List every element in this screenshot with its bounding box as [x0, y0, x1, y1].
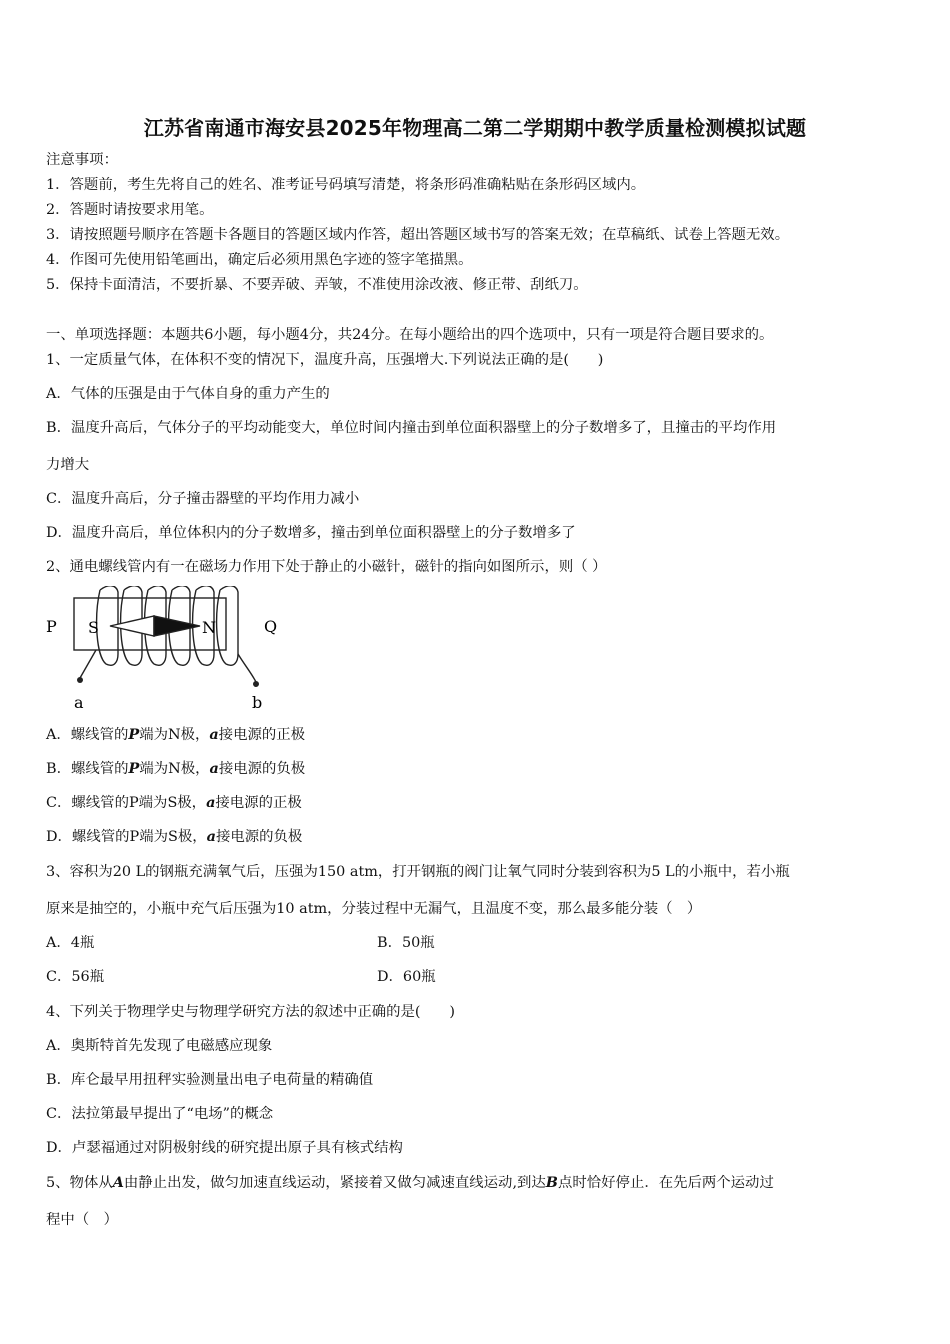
solenoid-figure — [44, 586, 284, 716]
question-4-stem: 4、下列关于物理学史与物理学研究方法的叙述中正确的是( ) — [46, 1004, 455, 1020]
page-title: 江苏省南通市海安县2025年物理高二第二学期期中教学质量检测模拟试题 — [143, 116, 807, 140]
option-text: 接电源的负极 — [215, 829, 303, 845]
lead-a — [80, 650, 96, 678]
option-var: P — [128, 795, 139, 811]
stem-text: 5、物体从 — [46, 1175, 113, 1191]
option-text: A．螺线管的 — [46, 727, 129, 743]
needle-south-half — [110, 616, 154, 636]
question-1-option-d: D．温度升高后，单位体积内的分子数增多，撞击到单位面积器壁上的分子数增多了 — [46, 525, 576, 541]
option-text: 接电源的正极 — [218, 727, 306, 743]
lead-b — [238, 654, 256, 682]
question-4-option-b: B．库仑最早用扭秤实验测量出电子电荷量的精确值 — [46, 1072, 374, 1088]
terminal-b — [253, 681, 259, 687]
option-var: P — [128, 760, 140, 777]
option-text: 接电源的负极 — [218, 761, 306, 777]
notice-item: 1．答题前，考生先将自己的姓名、准考证号码填写清楚，将条形码准确粘贴在条形码区域内。 — [46, 177, 646, 193]
notice-item: 3．请按照题号顺序在答题卡各题目的答题区域内作答，超出答题区域书写的答案无效；在草稿纸、试卷上答题无效。 — [46, 227, 790, 243]
option-var: P — [129, 829, 140, 845]
label-n: N — [202, 618, 216, 637]
point-b: B — [545, 1174, 558, 1191]
option-var: a — [209, 760, 219, 777]
label-b: b — [252, 693, 263, 712]
label-s: S — [88, 618, 99, 637]
option-var: a — [206, 828, 216, 845]
question-5-stem — [46, 1173, 774, 1193]
label-a: a — [74, 693, 84, 712]
point-a: A — [112, 1174, 124, 1191]
stem-text: 由静止出发，做匀加速直线运动，紧接着又做匀减速直线运动,到达 — [123, 1175, 546, 1191]
option-text: 接电源的正极 — [215, 795, 302, 811]
question-1-stem: 1、一定质量气体，在体积不变的情况下，温度升高，压强增大.下列说法正确的是( ) — [46, 352, 604, 368]
question-4-option-c: C．法拉第最早提出了“电场”的概念 — [46, 1106, 274, 1122]
question-3-stem: 3、容积为20 L的钢瓶充满氧气后，压强为150 atm，打开钢瓶的阀门让氧气同时分装到容积为5 L的小瓶中，若小瓶 — [46, 864, 790, 880]
question-3-option-d: D．60瓶 — [377, 969, 436, 985]
notice-item: 4．作图可先使用铅笔画出，确定后必须用黑色字迹的签字笔描黑。 — [46, 252, 473, 268]
section-heading: 一、单项选择题：本题共6小题，每小题4分，共24分。在每小题给出的四个选项中，只有一项是符合题目要求的。 — [46, 327, 774, 343]
question-3-stem-cont: 原来是抽空的，小瓶中充气后压强为10 atm，分装过程中无漏气，且温度不变，那么最多能分装（ ） — [46, 901, 702, 917]
option-text: 端为N极， — [139, 727, 210, 743]
question-1-option-b: B．温度升高后，气体分子的平均动能变大，单位时间内撞击到单位面积器壁上的分子数增多了，且撞击的平均作用 — [46, 420, 777, 436]
terminal-a — [77, 677, 83, 683]
question-2-option-b — [46, 759, 305, 779]
question-3-option-c: C．56瓶 — [46, 969, 105, 985]
notice-item: 2．答题时请按要求用笔。 — [46, 202, 214, 218]
question-2-option-d — [46, 827, 302, 847]
option-var: a — [209, 726, 219, 743]
option-text: B．螺线管的 — [46, 761, 129, 777]
notice-item: 5．保持卡面清洁，不要折暴、不要弄破、弄皱，不准使用涂改液、修正带、刮纸刀。 — [46, 277, 588, 293]
question-2-option-a — [46, 725, 305, 745]
stem-text: 点时恰好停止．在先后两个运动过 — [557, 1175, 774, 1191]
question-1-option-b-cont: 力增大 — [46, 457, 90, 473]
question-2-stem: 2、通电螺线管内有一在磁场力作用下处于静止的小磁针，磁针的指向如图所示，则（ ） — [46, 559, 607, 575]
option-text: C．螺线管的 — [46, 795, 129, 811]
option-text: 端为N极， — [139, 761, 210, 777]
question-3-option-b: B．50瓶 — [377, 935, 435, 951]
question-1-option-a: A．气体的压强是由于气体自身的重力产生的 — [46, 386, 330, 402]
option-var: P — [128, 726, 140, 743]
question-4-option-d: D．卢瑟福通过对阴极射线的研究提出原子具有核式结构 — [46, 1140, 403, 1156]
option-text: D．螺线管的 — [46, 829, 130, 845]
question-4-option-a: A．奥斯特首先发现了电磁感应现象 — [46, 1038, 273, 1054]
question-1-option-c: C．温度升高后，分子撞击器壁的平均作用力减小 — [46, 491, 360, 507]
option-text: 端为S极， — [139, 829, 207, 845]
notice-heading: 注意事项： — [46, 152, 118, 168]
question-3-option-a: A．4瓶 — [46, 935, 95, 951]
question-5-stem-cont: 程中（ ） — [46, 1212, 118, 1228]
option-text: 端为S极， — [138, 795, 207, 811]
option-var: a — [206, 794, 216, 811]
label-q: Q — [264, 617, 278, 636]
label-p: P — [46, 617, 57, 636]
question-2-option-c — [46, 793, 302, 813]
